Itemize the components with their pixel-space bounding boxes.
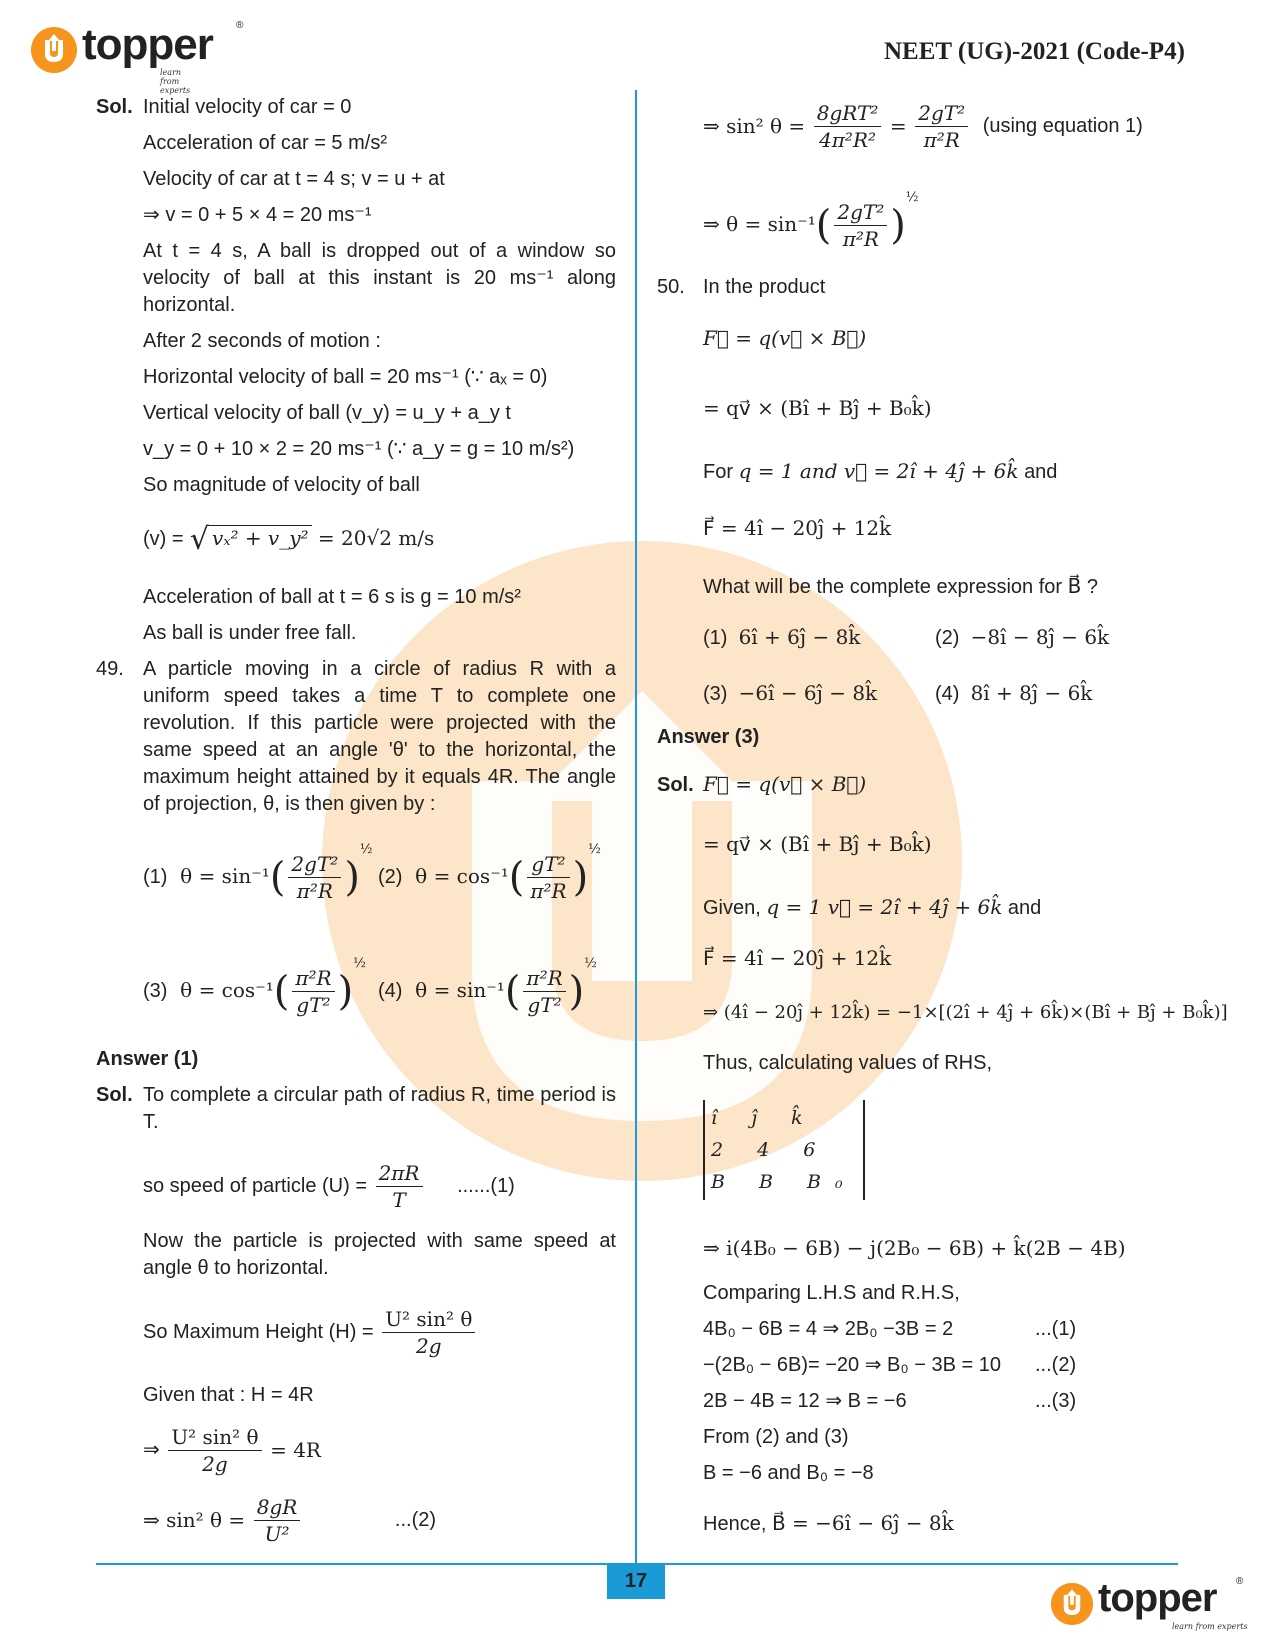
sol48-line-6: After 2 seconds of motion : xyxy=(143,330,381,352)
velocity-rhs: = 20√2 m/s xyxy=(317,526,435,550)
sol48-line-5: At t = 4 s, A ball is dropped out of a window so velocity of ball at this instant is 20 ms⁻¹ along horizontal. xyxy=(143,240,616,316)
option-label: (1) xyxy=(143,866,168,888)
eq-tag: ......(1) xyxy=(457,1175,515,1197)
option-value: 8î + 8ĵ − 6k̂ xyxy=(970,681,1093,705)
q50-sol-4: F⃗ = 4î − 20ĵ + 12k̂ xyxy=(703,946,892,970)
speed-num: 2πR xyxy=(376,1160,423,1187)
sol48-line-8: Vertical velocity of ball (v_y) = u_y + a_y t xyxy=(143,402,511,424)
velocity-lhs: (v) = xyxy=(143,528,184,550)
q50-sol-7: ⇒ i(4B₀ − 6B) − j(2B₀ − 6B) + k̂(2B − 4B) xyxy=(703,1236,1126,1260)
logo-registered: ® xyxy=(236,20,244,31)
q49-sol-2 xyxy=(143,1160,515,1213)
option-value: 6î + 6ĵ − 8k̂ xyxy=(738,625,861,649)
q50-answer: Answer (3) xyxy=(657,726,760,748)
q50-eq-1: F⃗ = q(v⃗ × B⃗) xyxy=(703,326,867,350)
q50-intro: In the product xyxy=(703,276,826,298)
given-values: q = 1 and v⃗ = 2î + 4ĵ + 6k̂ xyxy=(738,459,1019,483)
q49-option-3: (3) θ = cos⁻¹( $\frac{\text{π²R}}{\text{gT²}}$ )$^{\frac{1}{2}}$ xyxy=(143,956,366,1017)
sol48-line-10: So magnitude of velocity of ball xyxy=(143,474,420,496)
option-func: θ = sin⁻¹ xyxy=(180,864,270,888)
q50-sol-label: Sol. xyxy=(657,774,694,796)
theta-den: π²R xyxy=(842,227,879,251)
option-label: (1) xyxy=(703,627,728,649)
q50-option-2 xyxy=(935,624,1109,652)
logo-tagline: learn from experts xyxy=(1172,1622,1248,1631)
det-row-2: 2 4 6 xyxy=(711,1139,830,1161)
exam-title: NEET (UG)-2021 (Code-P4) xyxy=(884,38,1185,65)
sol48-line-3: Velocity of car at t = 4 s; v = u + at xyxy=(143,168,445,190)
q50-sol-8: Comparing L.H.S and R.H.S, xyxy=(703,1282,960,1304)
theta-exp: ½ xyxy=(905,190,919,205)
speed-den: T xyxy=(392,1188,406,1212)
q49-option-2: (2) θ = cos⁻¹( $\frac{\text{gT²}}{\text{π²R}}$ )$^{\frac{1}{2}}$ xyxy=(378,842,601,903)
q49-sol-1: To complete a circular path of radius R, time period is T. xyxy=(143,1084,616,1133)
sol48-line-2: Acceleration of car = 5 m/s² xyxy=(143,132,387,154)
q49-sol-3: Now the particle is projected with same speed at angle θ to horizontal. xyxy=(143,1230,616,1279)
q50-sol-3 xyxy=(703,894,1041,922)
and-label: and xyxy=(1007,897,1042,919)
logo-text: topper xyxy=(1098,1576,1217,1620)
frac-rhs: = 4R xyxy=(270,1438,321,1462)
sol48-line-1: Initial velocity of car = 0 xyxy=(143,96,352,118)
q50-sol-9: 4B₀ − 6B = 4 ⇒ 2B₀ −3B = 2 xyxy=(703,1318,954,1340)
q50-sol-13: B = −6 and B₀ = −8 xyxy=(703,1462,874,1484)
theta-num: 2gT² xyxy=(834,199,887,226)
q50-option-3 xyxy=(703,680,877,708)
q50-eq-4: F⃗ = 4î − 20ĵ + 12k̂ xyxy=(703,516,892,540)
q50-option-1 xyxy=(703,624,860,652)
option-func: θ = sin⁻¹ xyxy=(415,978,505,1002)
sol48-velocity-eq xyxy=(143,522,434,557)
sol48-line-9: v_y = 0 + 10 × 2 = 20 ms⁻¹ (∵ a_y = g = 10 m/s²) xyxy=(143,438,575,460)
frac-den: 2g xyxy=(202,1452,228,1476)
sin-lhs: ⇒ sin² θ = xyxy=(143,1508,246,1532)
option-num: π²R xyxy=(523,965,565,992)
sin-num: 8gR xyxy=(254,1494,301,1521)
theta-lhs: ⇒ θ = sin⁻¹ xyxy=(703,212,816,236)
q50-sol-10-tag: ...(2) xyxy=(1035,1354,1077,1376)
q50-option-4 xyxy=(935,680,1092,708)
frac2-num: 2gT² xyxy=(915,100,968,127)
det-row-1: î ĵ k̂ xyxy=(711,1107,817,1129)
q49-option-1: (1) θ = sin⁻¹( $\frac{\text{2gT²}}{\text{π²R}}$ )$^{\frac{1}{2}}$ xyxy=(143,842,373,903)
option-value: −8î − 8ĵ − 6k̂ xyxy=(970,625,1110,649)
logo-registered: ® xyxy=(1236,1576,1244,1587)
option-num: gT² xyxy=(527,851,569,878)
q50-sol-11-tag: ...(3) xyxy=(1035,1390,1077,1412)
q50-sol-6: Thus, calculating values of RHS, xyxy=(703,1052,993,1074)
option-label: (4) xyxy=(378,980,403,1002)
option-label: (2) xyxy=(935,627,960,649)
q50-sol-5: ⇒ (4î − 20ĵ + 12k̂) = −1×[(2î + 4ĵ + 6k̂)×(Bî + Bĵ + B₀k̂)] xyxy=(703,1002,1228,1023)
sqrt-icon: √ xyxy=(189,522,210,557)
logo-tagline: learn from experts xyxy=(160,68,191,95)
option-label: (3) xyxy=(703,683,728,705)
logo-text: topper xyxy=(82,20,213,69)
option-label: (2) xyxy=(378,866,403,888)
option-func: θ = cos⁻¹ xyxy=(180,978,274,1002)
option-exp: ½ xyxy=(588,842,601,857)
q50-question: What will be the complete expression for B⃗ ? xyxy=(703,576,1099,598)
sin-lhs: ⇒ sin² θ = xyxy=(703,114,806,138)
max-height-num: U² sin² θ xyxy=(382,1306,475,1333)
option-exp: ½ xyxy=(584,956,597,971)
q49-sol-7 xyxy=(143,1494,436,1547)
q49-sol-6 xyxy=(143,1424,321,1477)
given-label: Given, xyxy=(703,897,761,919)
option-den: π²R xyxy=(296,879,333,903)
sol48-line-4: ⇒ v = 0 + 5 × 4 = 20 ms⁻¹ xyxy=(143,204,372,226)
q50-sol-1: F⃗ = q(v⃗ × B⃗) xyxy=(703,772,867,796)
sol-label: Sol. xyxy=(96,96,133,118)
frac1-den: 4π²R² xyxy=(819,128,877,152)
option-label: (4) xyxy=(935,683,960,705)
hence-label: Hence, xyxy=(703,1513,767,1535)
q50-eq-3 xyxy=(703,458,1057,486)
right-eq-1 xyxy=(703,100,1143,153)
velocity-radicand: vₓ² + v_y² xyxy=(209,525,312,550)
q50-sol-12: From (2) and (3) xyxy=(703,1426,849,1448)
q49-sol-5: Given that : H = 4R xyxy=(143,1384,314,1406)
page-number-box xyxy=(607,1563,665,1599)
sin-den: U² xyxy=(264,1522,290,1546)
frac2-den: π²R xyxy=(923,128,960,152)
q50-sol-10: −(2B₀ − 6B)= −20 ⇒ B₀ − 3B = 10 xyxy=(703,1354,1001,1376)
q49-answer: Answer (1) xyxy=(96,1048,199,1070)
sol48-line-13: As ball is under free fall. xyxy=(143,622,357,644)
q50-number: 50. xyxy=(657,276,685,298)
q50-sol-9-tag: ...(1) xyxy=(1035,1318,1077,1340)
option-func: θ = cos⁻¹ xyxy=(415,864,509,888)
given-values: q = 1 v⃗ = 2î + 4ĵ + 6k̂ xyxy=(766,895,1003,919)
final-answer: B⃗ = −6î − 6ĵ − 8k̂ xyxy=(771,1511,954,1535)
and-label: and xyxy=(1024,461,1058,483)
eq-tag: ...(2) xyxy=(394,1509,437,1531)
determinant xyxy=(703,1100,865,1200)
option-exp: ½ xyxy=(359,842,373,857)
q49-sol-label: Sol. xyxy=(96,1084,133,1106)
q49-number: 49. xyxy=(96,658,124,680)
q50-sol-11: 2B − 4B = 12 ⇒ B = −6 xyxy=(703,1390,907,1412)
sol48-line-7: Horizontal velocity of ball = 20 ms⁻¹ (∵ aₓ = 0) xyxy=(143,366,548,388)
option-num: 2gT² xyxy=(288,851,341,878)
option-label: (3) xyxy=(143,980,168,1002)
option-value: −6î − 6ĵ − 8k̂ xyxy=(738,681,878,705)
speed-label: so speed of particle (U) = xyxy=(143,1175,367,1197)
q50-eq-2: = qv⃗ × (Bî + Bĵ + B₀k̂) xyxy=(703,396,932,420)
right-eq-2: ⇒ θ = sin⁻¹( $\frac{\text{2gT²}}{\text{π²R}}$ )$^{\frac{1}{2}}$ xyxy=(703,190,919,251)
option-num: π²R xyxy=(292,965,334,992)
q50-sol-2: = qv⃗ × (Bî + Bĵ + B₀k̂) xyxy=(703,832,932,856)
frac1-num: 8gRT² xyxy=(814,100,882,127)
using-eq-note: (using equation 1) xyxy=(982,115,1143,137)
sol48-line-12: Acceleration of ball at t = 6 s is g = 10 m/s² xyxy=(143,586,521,608)
q50-sol-14 xyxy=(703,1510,954,1538)
q49-text: A particle moving in a circle of radius R with a uniform speed takes a time T to complete one revolution. If this particle were projected with the same speed at an angle 'θ' to the horizontal, the maximum height attained by it equals 4R. The angle of projection, θ, is then given by : xyxy=(143,658,616,815)
max-height-label: So Maximum Height (H) = xyxy=(143,1321,374,1343)
option-den: gT² xyxy=(527,993,562,1017)
equals: = xyxy=(889,114,907,138)
option-den: gT² xyxy=(296,993,331,1017)
page-number: 17 xyxy=(624,1570,648,1592)
q49-option-4: (4) θ = sin⁻¹( $\frac{\text{π²R}}{\text{gT²}}$ )$^{\frac{1}{2}}$ xyxy=(378,956,597,1017)
det-row-3: B B B₀ xyxy=(711,1171,857,1193)
max-height-den: 2g xyxy=(416,1334,442,1358)
frac-num: U² sin² θ xyxy=(168,1424,261,1451)
q49-sol-4 xyxy=(143,1306,478,1359)
topper-logo-icon xyxy=(1050,1582,1094,1626)
option-exp: ½ xyxy=(353,956,366,971)
for-label: For xyxy=(703,461,733,483)
implies: ⇒ xyxy=(143,1439,160,1461)
option-den: π²R xyxy=(530,879,567,903)
